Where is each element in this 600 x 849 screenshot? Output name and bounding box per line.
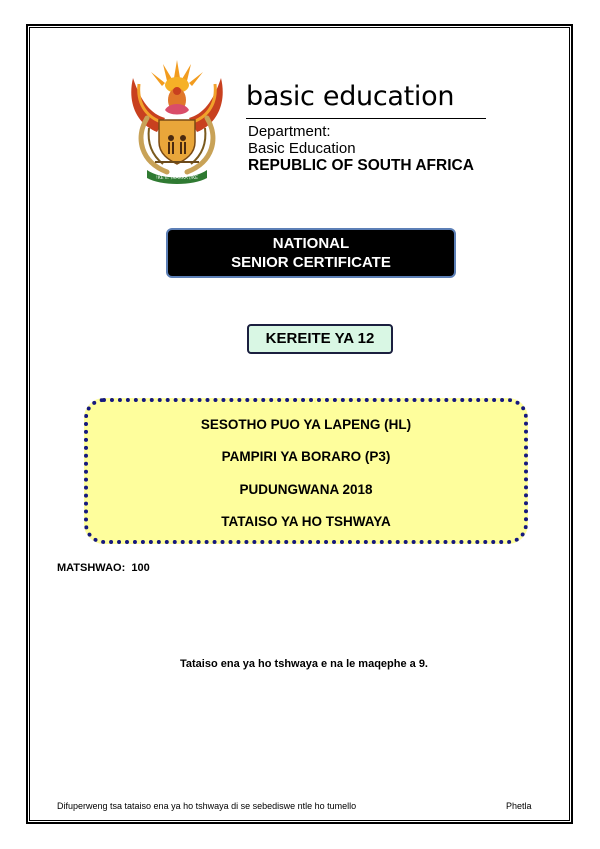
shield (159, 120, 195, 164)
certificate-line-2: SENIOR CERTIFICATE (231, 254, 391, 271)
motto-text: !KE E: /XARRA //KE (156, 176, 198, 181)
page-count-note: Tataiso ena ya ho tshwaya e na le maqephe a 9. (179, 658, 428, 670)
copyright-note: Difuperweng tsa tataiso ena ya ho tshwaya di se sebediswe ntle ho tumello (57, 801, 357, 811)
total-marks: MATSHWAO: 100 (57, 562, 150, 574)
coat-of-arms-icon (125, 58, 229, 186)
subject-panel (84, 398, 528, 544)
document-type: TATAISO YA HO TSHWAYA (221, 514, 391, 529)
paper-number: PAMPIRI YA BORARO (P3) (221, 449, 391, 464)
exam-session: PUDUNGWANA 2018 (239, 482, 373, 497)
certificate-line-1: NATIONAL (272, 235, 350, 252)
brand-title: basic education (246, 81, 455, 112)
subject-name: SESOTHO PUO YA LAPENG (HL) (200, 417, 412, 432)
protea (165, 104, 189, 115)
certificate-banner (166, 228, 456, 278)
department-name: Basic Education (248, 140, 356, 157)
turn-over-note: Phetla (506, 801, 532, 811)
grade-badge: KEREITE YA 12 (247, 324, 393, 354)
country-name: REPUBLIC OF SOUTH AFRICA (248, 157, 474, 174)
department-label: Department: (248, 123, 331, 140)
brand-rule (246, 118, 486, 119)
